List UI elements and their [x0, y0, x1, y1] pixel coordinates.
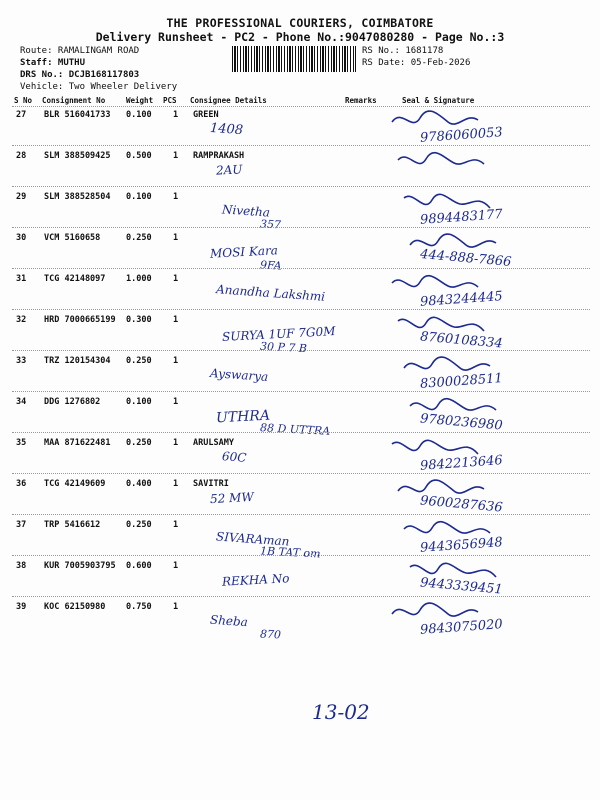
- col-remarks: Remarks: [345, 96, 377, 105]
- row-pcs: 1: [173, 192, 179, 202]
- row-consignment: TRZ 120154304: [44, 356, 111, 366]
- row-signature: [390, 598, 480, 626]
- row-signature: [390, 434, 480, 462]
- row-weight: 0.750: [126, 602, 152, 612]
- row-weight: 0.100: [126, 192, 152, 202]
- row-handwritten-address: REKHA No: [221, 571, 290, 589]
- row-weight: 0.250: [126, 520, 152, 530]
- row-consignee-name: ARULSAMY: [193, 438, 234, 448]
- row-handwritten-phone: 444-888-7866: [419, 247, 512, 270]
- row-consignee-name: RAMPRAKASH: [193, 151, 245, 161]
- row-weight: 0.100: [126, 110, 152, 120]
- row-consignee-name: GREEN: [193, 110, 219, 120]
- row-consignment: VCM 5160658: [44, 233, 101, 243]
- row-weight: 0.600: [126, 561, 152, 571]
- row-weight: 1.000: [126, 274, 152, 284]
- row-signature: [390, 106, 480, 134]
- row-signature: [402, 188, 492, 216]
- row-handwritten-phone: 9786060053: [419, 125, 504, 146]
- row-sno: 32: [16, 315, 27, 325]
- row-divider: [12, 309, 590, 310]
- row-handwritten-phone: 9843075020: [419, 617, 504, 638]
- row-handwritten-address: UTHRA: [215, 407, 271, 427]
- row-consignment: BLR 516041733: [44, 110, 111, 120]
- row-pcs: 1: [173, 520, 179, 530]
- row-divider: [12, 145, 590, 146]
- row-weight: 0.250: [126, 438, 152, 448]
- row-divider: [12, 391, 590, 392]
- row-pcs: 1: [173, 356, 179, 366]
- row-pcs: 1: [173, 233, 179, 243]
- row-handwritten-phone: 8300028511: [419, 371, 504, 392]
- row-pcs: 1: [173, 397, 179, 407]
- route-label: Route: RAMALINGAM ROAD: [20, 46, 140, 56]
- row-handwritten-note: 1B TAT om: [259, 544, 321, 561]
- row-handwritten-address: Nivetha: [221, 202, 271, 220]
- row-handwritten-phone: 8760108334: [419, 329, 504, 352]
- row-handwritten-address: Anandha Lakshmi: [215, 282, 326, 304]
- row-divider: [12, 227, 590, 228]
- row-sno: 34: [16, 397, 27, 407]
- row-weight: 0.250: [126, 233, 152, 243]
- row-handwritten-note: 9FA: [259, 258, 282, 273]
- row-handwritten-phone: 9894483177: [419, 207, 504, 228]
- header-rule: [12, 106, 590, 107]
- row-signature: [402, 352, 492, 380]
- rs-number: RS No.: 1681178: [362, 46, 444, 56]
- row-consignment: KUR 7005903795: [44, 561, 116, 571]
- row-divider: [12, 432, 590, 433]
- row-handwritten-phone: 9443656948: [419, 535, 504, 556]
- row-consignment: TCG 42149609: [44, 479, 106, 489]
- row-pcs: 1: [173, 602, 179, 612]
- row-signature: [402, 516, 492, 544]
- row-sno: 38: [16, 561, 27, 571]
- row-divider: [12, 473, 590, 474]
- row-sno: 28: [16, 151, 27, 161]
- row-sno: 27: [16, 110, 27, 120]
- row-consignment: TCG 42148097: [44, 274, 106, 284]
- footer-note: 13-02: [312, 700, 370, 724]
- row-weight: 0.100: [126, 397, 152, 407]
- row-handwritten-phone: 9443339451: [419, 575, 504, 598]
- row-weight: 0.300: [126, 315, 152, 325]
- row-divider: [12, 186, 590, 187]
- row-consignment: TRP 5416612: [44, 520, 101, 530]
- company-title: THE PROFESSIONAL COURIERS, COIMBATORE: [166, 16, 434, 30]
- row-signature: [396, 147, 486, 175]
- row-sno: 33: [16, 356, 27, 366]
- row-handwritten-address: 60C: [221, 449, 247, 465]
- row-signature: [396, 475, 486, 503]
- row-handwritten-note: 870: [259, 627, 282, 642]
- row-divider: [12, 350, 590, 351]
- row-sno: 29: [16, 192, 27, 202]
- row-weight: 0.500: [126, 151, 152, 161]
- row-handwritten-note: 30 P 7 B: [259, 339, 308, 356]
- row-handwritten-phone: 9600287636: [419, 493, 504, 516]
- row-handwritten-address: SURYA 1UF 7G0M: [221, 324, 336, 344]
- row-sno: 39: [16, 602, 27, 612]
- row-signature: [408, 557, 498, 585]
- row-divider: [12, 555, 590, 556]
- row-signature: [396, 311, 486, 339]
- staff-label: Staff: MUTHU: [20, 58, 86, 68]
- row-handwritten-address: 52 MW: [209, 489, 255, 507]
- row-sno: 37: [16, 520, 27, 530]
- row-handwritten-address: SIVARAman: [215, 529, 290, 549]
- row-weight: 0.400: [126, 479, 152, 489]
- row-pcs: 1: [173, 561, 179, 571]
- col-pcs: PCS: [163, 96, 177, 105]
- row-consignment: SLM 388509425: [44, 151, 111, 161]
- runsheet-subtitle: Delivery Runsheet - PC2 - Phone No.:9047080280 - Page No.:3: [95, 30, 505, 44]
- row-handwritten-note: 357: [259, 217, 282, 232]
- row-sno: 35: [16, 438, 27, 448]
- row-pcs: 1: [173, 315, 179, 325]
- rs-date: RS Date: 05-Feb-2026: [362, 58, 471, 68]
- row-handwritten-address: 2AU: [215, 162, 243, 178]
- row-handwritten-address: Ayswarya: [209, 365, 269, 385]
- row-handwritten-phone: 9842213646: [419, 453, 504, 474]
- row-consignment: MAA 871622481: [44, 438, 111, 448]
- col-consignment: Consignment No: [42, 96, 106, 105]
- col-weight: Weight: [126, 96, 154, 105]
- row-sno: 30: [16, 233, 27, 243]
- row-consignment: DDG 1276802: [44, 397, 101, 407]
- col-consignee: Consignee Details: [190, 96, 267, 105]
- row-pcs: 1: [173, 110, 179, 120]
- row-consignee-name: SAVITRI: [193, 479, 229, 489]
- row-signature: [408, 229, 498, 257]
- row-weight: 0.250: [126, 356, 152, 366]
- row-signature: [408, 393, 498, 421]
- drs-number: DRS No.: DCJB168117803: [20, 70, 140, 80]
- row-handwritten-address: MOSI Kara: [209, 243, 279, 261]
- vehicle-label: Vehicle: Two Wheeler Delivery: [20, 82, 178, 92]
- row-handwritten-phone: 9780236980: [419, 411, 504, 434]
- row-handwritten-address: 1408: [209, 120, 244, 139]
- row-consignment: HRD 7000665199: [44, 315, 116, 325]
- row-pcs: 1: [173, 438, 179, 448]
- row-handwritten-phone: 9843244445: [419, 289, 504, 310]
- row-handwritten-address: Sheba: [209, 612, 249, 630]
- row-divider: [12, 514, 590, 515]
- row-pcs: 1: [173, 274, 179, 284]
- row-divider: [12, 596, 590, 597]
- row-consignment: SLM 388528504: [44, 192, 111, 202]
- row-sno: 36: [16, 479, 27, 489]
- col-signature: Seal & Signature: [402, 96, 475, 105]
- row-handwritten-note: 88 D UTTRA: [259, 421, 331, 438]
- row-divider: [12, 268, 590, 269]
- row-consignment: KOC 62150980: [44, 602, 106, 612]
- barcode: [232, 46, 356, 72]
- row-pcs: 1: [173, 479, 179, 489]
- row-pcs: 1: [173, 151, 179, 161]
- row-signature: [390, 270, 480, 298]
- row-sno: 31: [16, 274, 27, 284]
- col-sno: S No: [14, 96, 33, 105]
